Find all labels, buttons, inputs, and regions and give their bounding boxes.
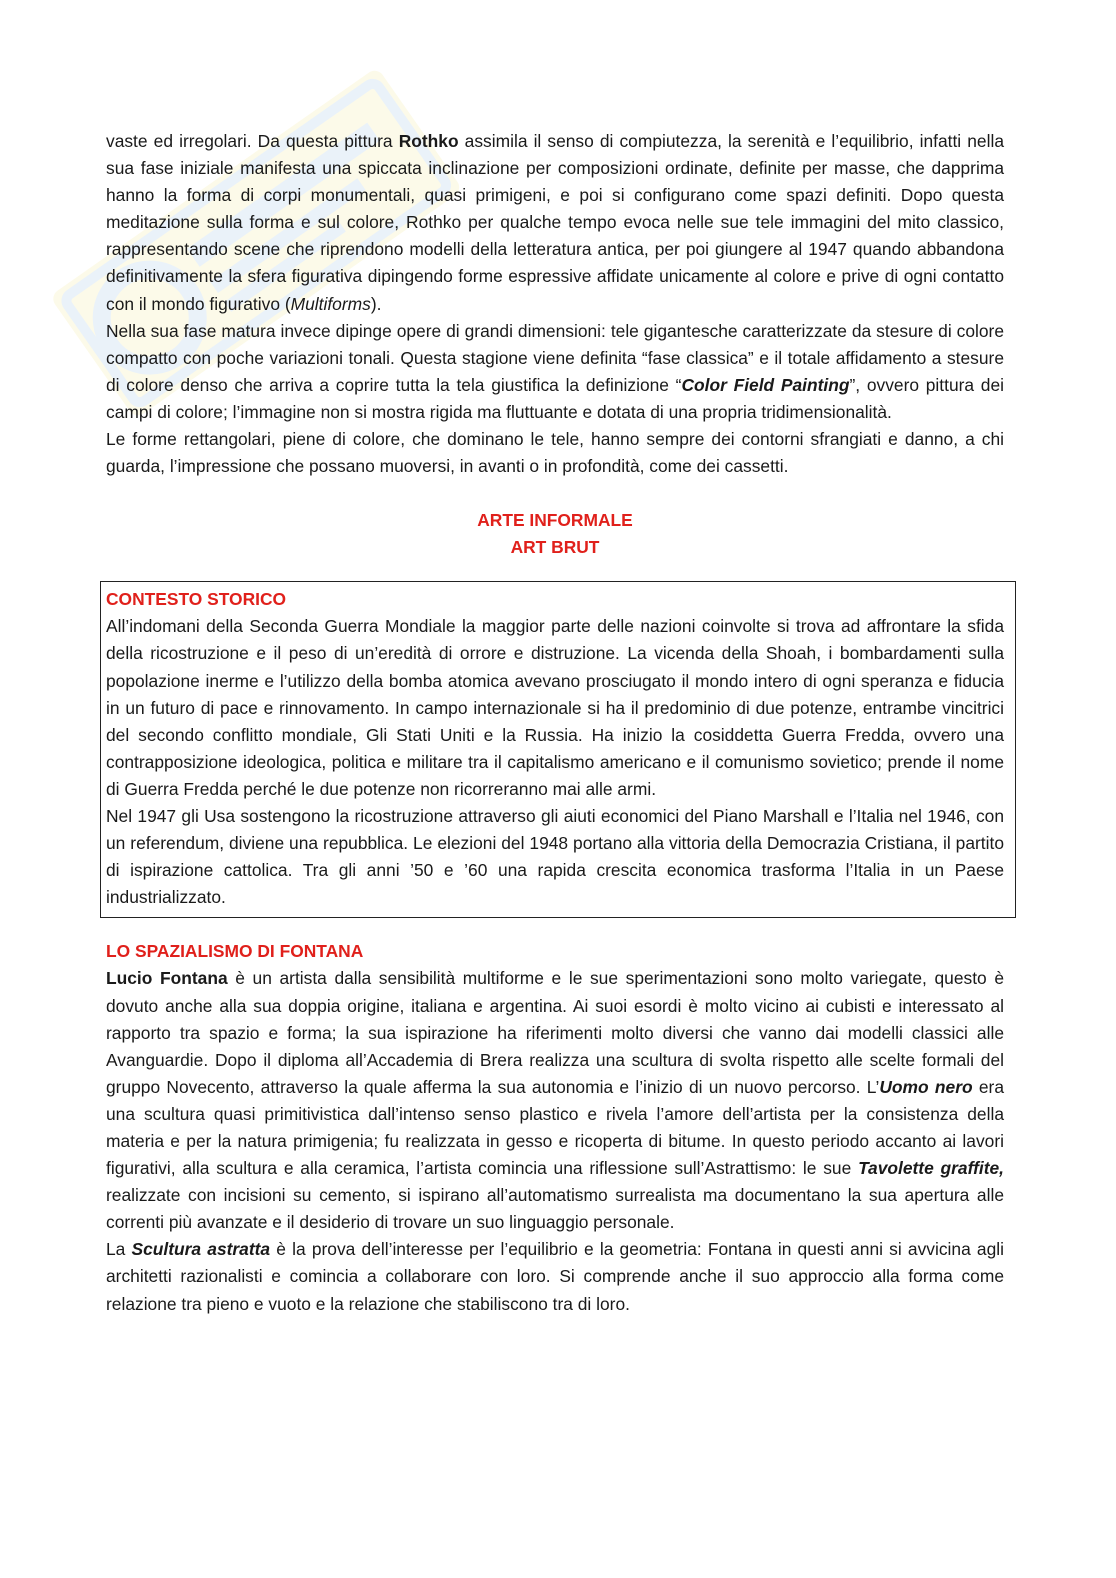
box-paragraph-2: Nel 1947 gli Usa sostengono la ricostruzione attraverso gli aiuti economici del Piano Marshall e l’Italia nel 1946, con un referendum, diviene una repubblica. Le elezioni del 1948 portano alla vittoria della Democrazia Cristiana, il partito di ispirazione cattolica. Tra gli anni ’50 e ’60 una rapida crescita economica trasforma l’Italia in un Paese industrializzato. xyxy=(106,805,1004,908)
artwork-title-multiforms: Multiforms xyxy=(290,293,371,314)
artwork-title-scultura-astratta: Scultura astratta xyxy=(131,1239,271,1260)
heading-arte-informale: ARTE INFORMALE xyxy=(477,510,633,531)
text-run: La xyxy=(106,1239,132,1260)
fontana-section-title: LO SPAZIALISMO DI FONTANA xyxy=(106,941,364,962)
text-run: ”, ovvero pittura dei campi di colore; l’immagine non si mostra rigida ma fluttuante e dotata di una propria tridimensionalità. xyxy=(106,374,1005,422)
text-run: realizzate con incisioni su cemento, si ispirano all’automatismo surrealista ma documentano la sua apertura alle correnti più avanzate e il desiderio di trovare un suo linguaggio personale. xyxy=(106,1185,1004,1233)
fontana-section xyxy=(106,938,1004,1317)
text-run: assimila il senso di compiutezza, la serenità e l’equilibrio, infatti nella sua fase iniziale manifesta una spiccata inclinazione per composizioni ordinate, definite per masse, che dapprima hanno la forma di corpi monumentali, quasi primigeni, e poi si configurano come spazi definiti. Dopo questa meditazione sulla forma e sul colore, Rothko per qualche tempo evoca nelle sue tele immagini del mito classico, rappresentando scene che riprendono modelli della letteratura antica, per poi giungere al 1947 quando abbandona definitivamente la sfera figurativa dipingendo forme espressive affidate unicamente al colore e prive di ogni contatto con il mondo figurativo ( xyxy=(106,131,1005,314)
text-run: è un artista dalla sensibilità multiforme e le sue sperimentazioni sono molto variegate, questo è dovuto anche alla sua doppia origine, italiana e argentina. Ai suoi esordi è molto vicino ai cubisti e interessato al rapporto tra spazio e forma; la sua ispirazione ha riferimenti molto diversi che vanno dai modelli classici alle Avanguardie. Dopo il diploma all’Accademia di Brera realizza una scultura di svolta rispetto alle scelte formali del gruppo Novecento, attraverso la quale afferma la sua autonomia e l’inizio di un nuovo percorso. L’ xyxy=(106,968,1004,1097)
artwork-title-tavolette-graffite: Tavolette graffite, xyxy=(858,1158,1004,1179)
text-run: Nella sua fase matura invece dipinge opere di grandi dimensioni: tele gigantesche caratterizzate da stesure di colore compatto con poche variazioni tonali. Questa stagione viene definita “fase classica” e il totale affidamento a stesure di colore denso che arriva a coprire tutta la tela giustifica la definizione “ xyxy=(106,320,1004,395)
fontana-paragraph-2 xyxy=(106,1236,1004,1317)
box-paragraph-1: All’indomani della Seconda Guerra Mondiale la maggior parte delle nazioni coinvolte si trova ad affrontare la sfida della ricostruzione e il peso di un’eredità di orrore e distruzione. La vicenda della Shoah, i bombardamenti sulla popolazione inerme e l’utilizzo della bomba atomica avevano prosciugato il mondo intero di ogni speranza e fiducia in un futuro di pace e rinnovamento. In campo internazionale si ha il predominio di due potenze, entrambe vincitrici del secondo conflitto mondiale, Gli Stati Uniti e la Russia. Ha inizio la cosiddetta Guerra Fredda, ovvero una contrapposizione ideologica, politica e militare tra il capitalismo americano e il comunismo sovietico; prende il nome di Guerra Fredda perché le due potenze non ricorreranno mai alle armi. xyxy=(106,616,1004,799)
artist-name-fontana: Lucio Fontana xyxy=(106,968,228,989)
intro-paragraph-1 xyxy=(106,128,1004,318)
section-headings xyxy=(106,507,1004,561)
document-page xyxy=(106,128,1004,1318)
fontana-paragraph-1 xyxy=(106,965,1004,1236)
intro-paragraph-3: Le forme rettangolari, piene di colore, che dominano le tele, hanno sempre dei contorni sfrangiati e danno, a chi guarda, l’impressione che possano muoversi, in avanti o in profondità, come dei cassetti. xyxy=(106,429,1004,477)
artwork-title-uomo-nero: Uomo nero xyxy=(879,1076,973,1097)
historical-context-box xyxy=(100,581,1016,918)
heading-art-brut: ART BRUT xyxy=(510,537,600,558)
text-run: ). xyxy=(370,293,382,314)
text-run: vaste ed irregolari. Da questa pittura xyxy=(106,131,399,151)
intro-paragraph-2 xyxy=(106,318,1004,426)
term-color-field-painting: Color Field Painting xyxy=(681,374,850,395)
text-run: è la prova dell’interesse per l’equilibrio e la geometria: Fontana in questi anni si avvicina agli architetti razionalisti e comincia a collaborare con loro. Si comprende anche il suo approccio alla forma come relazione tra pieno e vuoto e la relazione che stabiliscono tra di loro. xyxy=(106,1239,1004,1314)
artist-name-rothko: Rothko xyxy=(398,131,459,151)
box-title: CONTESTO STORICO xyxy=(106,589,287,610)
text-run: era una scultura quasi primitivistica dall’intenso senso plastico e rivela l’amore dell’artista per la consistenza della materia e per la natura primigenia; fu realizzata in gesso e ricoperta di bitume. In questo periodo accanto ai lavori figurativi, alla scultura e alla ceramica, l’artista comincia una riflessione sull’Astrattismo: le sue xyxy=(106,1076,1004,1179)
